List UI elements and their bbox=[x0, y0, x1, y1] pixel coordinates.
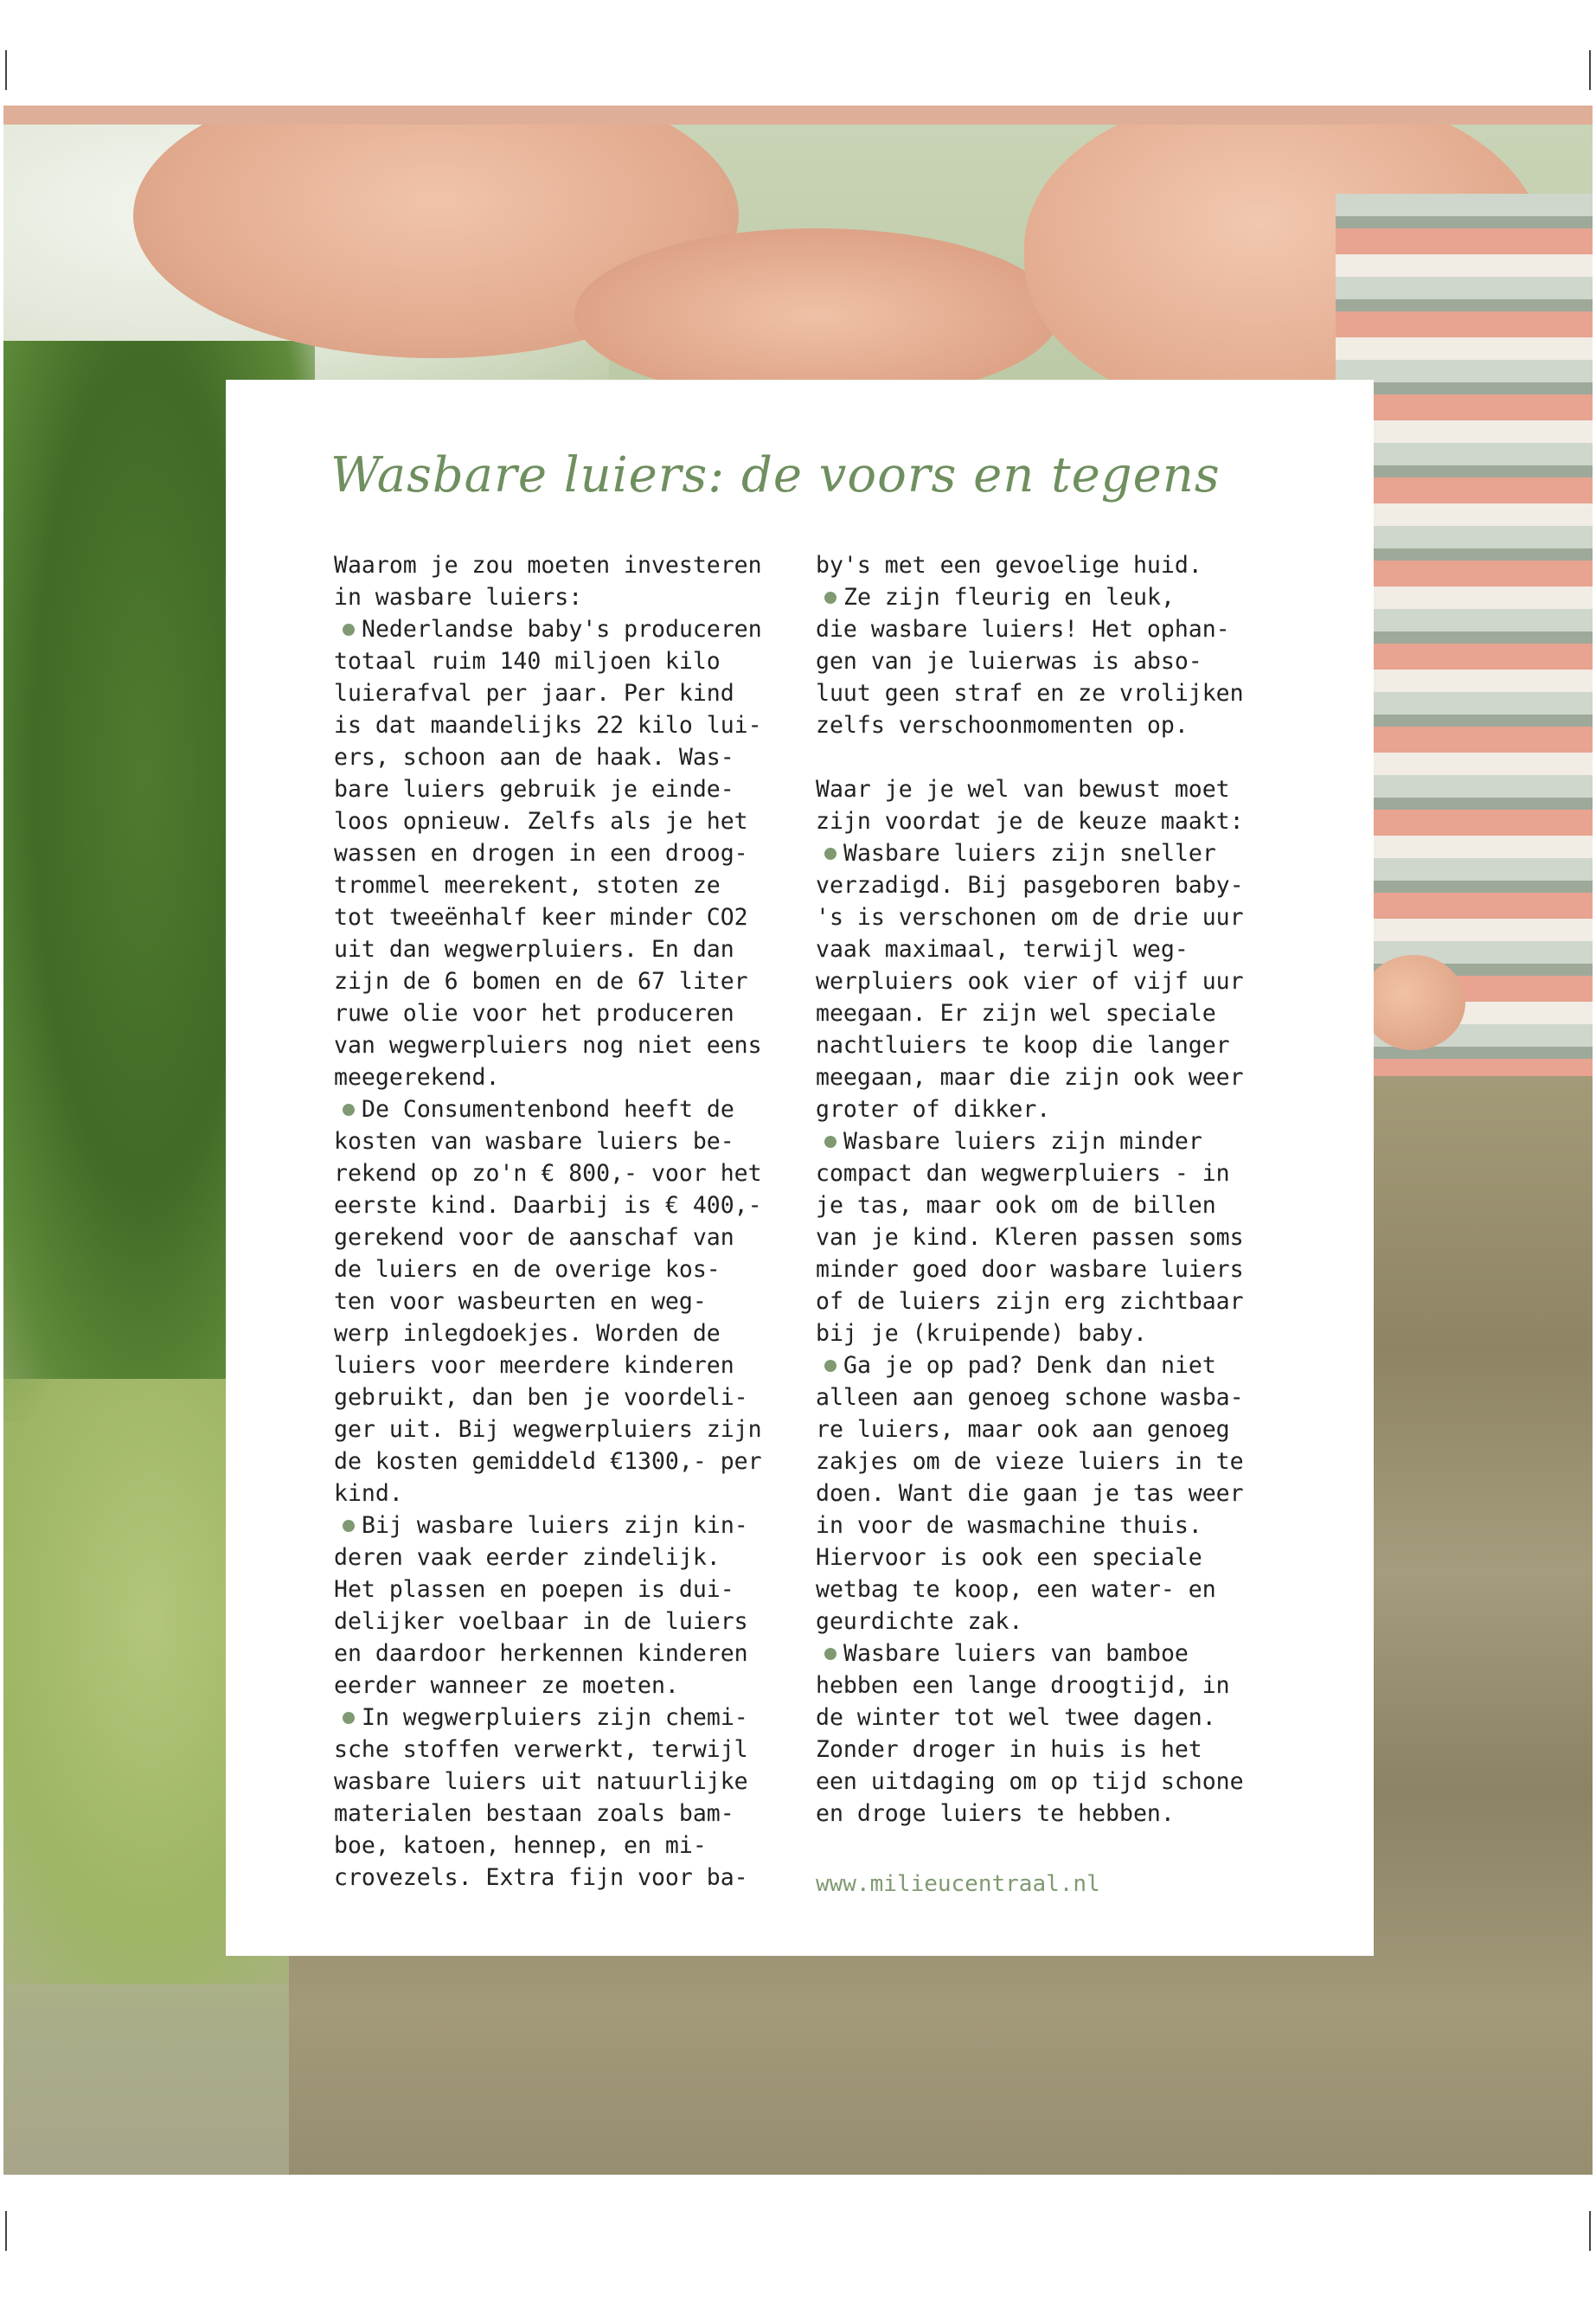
bullet-dot-icon bbox=[343, 624, 355, 636]
text-line-content: Hiervoor is ook een speciale bbox=[816, 1544, 1202, 1571]
text-line bbox=[816, 1734, 1283, 1766]
text-line-content: gen van je luierwas is abso- bbox=[816, 648, 1202, 675]
bullet-dot-icon bbox=[343, 1520, 355, 1532]
text-line bbox=[334, 613, 801, 645]
text-line-content: van je kind. Kleren passen soms bbox=[816, 1224, 1244, 1251]
text-line bbox=[816, 1093, 1283, 1125]
crop-mark-bottom-left bbox=[5, 2211, 7, 2251]
text-line bbox=[816, 1381, 1283, 1413]
text-line bbox=[816, 1574, 1283, 1606]
text-line bbox=[334, 1061, 801, 1093]
text-line bbox=[816, 837, 1283, 869]
text-line bbox=[816, 1253, 1283, 1285]
text-line bbox=[334, 1189, 801, 1221]
text-line bbox=[334, 1285, 801, 1317]
text-line-content: of de luiers zijn erg zichtbaar bbox=[816, 1288, 1244, 1315]
bullet-dot-icon bbox=[824, 592, 836, 604]
text-line bbox=[334, 1734, 801, 1766]
text-line bbox=[334, 1029, 801, 1061]
text-line bbox=[334, 1125, 801, 1157]
bullet-dot-icon bbox=[343, 1712, 355, 1724]
text-line-content: ger uit. Bij wegwerpluiers zijn bbox=[334, 1416, 762, 1443]
text-line-content: geurdichte zak. bbox=[816, 1608, 1023, 1635]
text-line bbox=[334, 1349, 801, 1381]
bullet-dot-icon bbox=[343, 1104, 355, 1116]
text-line-content: Ze zijn fleurig en leuk, bbox=[843, 584, 1175, 611]
text-line bbox=[334, 1317, 801, 1349]
text-line bbox=[816, 1638, 1283, 1670]
text-line bbox=[334, 1157, 801, 1189]
source-url[interactable]: www.milieucentraal.nl bbox=[816, 1871, 1100, 1897]
text-line bbox=[816, 1445, 1283, 1477]
text-line bbox=[816, 805, 1283, 837]
text-line-content: verzadigd. Bij pasgeboren baby- bbox=[816, 872, 1244, 899]
text-line bbox=[816, 869, 1283, 901]
text-line-content: Waar je je wel van bewust moet bbox=[816, 776, 1230, 803]
text-line bbox=[334, 1670, 801, 1702]
text-line-content: in wasbare luiers: bbox=[334, 584, 583, 611]
crop-mark-top-right bbox=[1589, 50, 1591, 90]
text-line bbox=[816, 965, 1283, 997]
text-line-content: meegerekend. bbox=[334, 1064, 500, 1091]
text-line bbox=[334, 773, 801, 805]
text-line bbox=[334, 869, 801, 901]
text-line-content: sche stoffen verwerkt, terwijl bbox=[334, 1736, 748, 1763]
text-line bbox=[334, 1574, 801, 1606]
text-line-content: de luiers en de overige kos- bbox=[334, 1256, 721, 1283]
text-line bbox=[816, 1702, 1283, 1734]
text-line bbox=[334, 709, 801, 741]
text-line-content: zijn de 6 bomen en de 67 liter bbox=[334, 968, 748, 995]
text-line bbox=[816, 1413, 1283, 1445]
top-color-band bbox=[3, 106, 1593, 125]
text-line-content: uit dan wegwerpluiers. En dan bbox=[334, 936, 734, 963]
text-line-content: Wasbare luiers zijn sneller bbox=[843, 840, 1216, 867]
text-line-content: minder goed door wasbare luiers bbox=[816, 1256, 1244, 1283]
text-line-content: en droge luiers te hebben. bbox=[816, 1800, 1175, 1827]
text-line-content: luiers voor meerdere kinderen bbox=[334, 1352, 734, 1379]
text-line bbox=[334, 1509, 801, 1541]
text-line-content: bij je (kruipende) baby. bbox=[816, 1320, 1147, 1347]
text-line bbox=[334, 1702, 801, 1734]
text-line-content: boe, katoen, hennep, en mi- bbox=[334, 1832, 707, 1859]
text-line-content: de kosten gemiddeld €1300,- per bbox=[334, 1448, 762, 1475]
bullet-dot-icon bbox=[824, 1136, 836, 1148]
text-line-content: en daardoor herkennen kinderen bbox=[334, 1640, 748, 1667]
text-line bbox=[334, 1221, 801, 1253]
text-line bbox=[816, 901, 1283, 933]
text-line bbox=[334, 965, 801, 997]
text-line-content: vaak maximaal, terwijl weg- bbox=[816, 936, 1189, 963]
text-line-content: eerste kind. Daarbij is € 400,- bbox=[334, 1192, 762, 1219]
text-line bbox=[816, 1509, 1283, 1541]
text-line-content: die wasbare luiers! Het ophan- bbox=[816, 616, 1230, 643]
text-line bbox=[816, 613, 1283, 645]
text-line bbox=[816, 581, 1283, 613]
text-line-content: wassen en drogen in een droog- bbox=[334, 840, 748, 867]
text-line-content: ers, schoon aan de haak. Was- bbox=[334, 744, 734, 771]
text-line bbox=[816, 1349, 1283, 1381]
article-left-column bbox=[334, 549, 801, 1894]
text-line-content: zakjes om de vieze luiers in te bbox=[816, 1448, 1244, 1475]
text-line bbox=[334, 1093, 801, 1125]
text-line bbox=[816, 1189, 1283, 1221]
text-line bbox=[816, 1061, 1283, 1093]
text-line bbox=[334, 997, 801, 1029]
text-line-content: Ga je op pad? Denk dan niet bbox=[843, 1352, 1216, 1379]
text-line bbox=[334, 1477, 801, 1509]
text-line bbox=[334, 1253, 801, 1285]
text-line bbox=[816, 1125, 1283, 1157]
text-line-content: rekend op zo'n € 800,- voor het bbox=[334, 1160, 762, 1187]
text-line-content: wasbare luiers uit natuurlijke bbox=[334, 1768, 748, 1795]
text-line-content: werpluiers ook vier of vijf uur bbox=[816, 968, 1244, 995]
text-line-content: je tas, maar ook om de billen bbox=[816, 1192, 1216, 1219]
photo-knit-sweater bbox=[1336, 194, 1593, 1102]
text-line-content: De Consumentenbond heeft de bbox=[362, 1096, 734, 1123]
text-line-content: trommel meerekent, stoten ze bbox=[334, 872, 721, 899]
text-line bbox=[816, 709, 1283, 741]
text-line bbox=[334, 1541, 801, 1574]
text-line bbox=[334, 1606, 801, 1638]
text-line-content: ten voor wasbeurten en weg- bbox=[334, 1288, 707, 1315]
text-line-content: totaal ruim 140 miljoen kilo bbox=[334, 648, 721, 675]
text-line-content: Wasbare luiers zijn minder bbox=[843, 1128, 1202, 1155]
text-line bbox=[816, 1157, 1283, 1189]
text-line-content: de winter tot wel twee dagen. bbox=[816, 1704, 1216, 1731]
text-line-content: Waarom je zou moeten investeren bbox=[334, 552, 762, 579]
photo-baby-foot bbox=[574, 228, 1059, 401]
text-line-content: groter of dikker. bbox=[816, 1096, 1051, 1123]
text-line bbox=[816, 933, 1283, 965]
text-line-content: 's is verschonen om de drie uur bbox=[816, 904, 1244, 931]
article-title: Wasbare luiers: de voors en tegens bbox=[330, 447, 1221, 503]
article-right-column bbox=[816, 549, 1283, 1830]
text-line-content: meegaan, maar die zijn ook weer bbox=[816, 1064, 1244, 1091]
text-line bbox=[816, 1285, 1283, 1317]
text-line bbox=[334, 1798, 801, 1830]
paragraph-gap bbox=[816, 741, 1283, 773]
text-line bbox=[816, 1606, 1283, 1638]
photo-baby-toes bbox=[1362, 955, 1465, 1050]
text-line-content: gerekend voor de aanschaf van bbox=[334, 1224, 734, 1251]
text-line-content: gebruikt, dan ben je voordeli- bbox=[334, 1384, 748, 1411]
text-line-content: in voor de wasmachine thuis. bbox=[816, 1512, 1202, 1539]
text-line-content: materialen bestaan zoals bam- bbox=[334, 1800, 734, 1827]
text-line-content: luut geen straf en ze vrolijken bbox=[816, 680, 1244, 707]
text-line bbox=[816, 773, 1283, 805]
text-line bbox=[334, 1830, 801, 1862]
text-line bbox=[334, 549, 801, 581]
text-line bbox=[816, 1477, 1283, 1509]
text-line bbox=[816, 1317, 1283, 1349]
text-line-content: meegaan. Er zijn wel speciale bbox=[816, 1000, 1216, 1027]
text-line-content: crovezels. Extra fijn voor ba- bbox=[334, 1864, 748, 1891]
text-line-content: hebben een lange droogtijd, in bbox=[816, 1672, 1230, 1699]
text-line bbox=[334, 805, 801, 837]
text-line bbox=[334, 901, 801, 933]
text-line bbox=[816, 645, 1283, 677]
text-line-content: by's met een gevoelige huid. bbox=[816, 552, 1202, 579]
text-line-content: doen. Want die gaan je tas weer bbox=[816, 1480, 1244, 1507]
text-line-content: zijn voordat je de keuze maakt: bbox=[816, 808, 1244, 835]
text-line-content: luierafval per jaar. Per kind bbox=[334, 680, 734, 707]
text-line-content: Wasbare luiers van bamboe bbox=[843, 1640, 1189, 1667]
text-line-content: zelfs verschoonmomenten op. bbox=[816, 712, 1189, 739]
text-line-content: een uitdaging om op tijd schone bbox=[816, 1768, 1244, 1795]
text-line bbox=[334, 1445, 801, 1477]
text-line bbox=[334, 837, 801, 869]
text-line bbox=[816, 997, 1283, 1029]
text-line-content: tot tweeënhalf keer minder CO2 bbox=[334, 904, 748, 931]
text-line-content: loos opnieuw. Zelfs als je het bbox=[334, 808, 748, 835]
text-line bbox=[334, 645, 801, 677]
text-line bbox=[816, 1798, 1283, 1830]
text-line-content: Bij wasbare luiers zijn kin- bbox=[362, 1512, 748, 1539]
text-line bbox=[334, 581, 801, 613]
text-line-content: eerder wanneer ze moeten. bbox=[334, 1672, 679, 1699]
text-line bbox=[334, 1381, 801, 1413]
text-line bbox=[816, 1670, 1283, 1702]
text-line-content: In wegwerpluiers zijn chemi- bbox=[362, 1704, 748, 1731]
text-line-content: werp inlegdoekjes. Worden de bbox=[334, 1320, 721, 1347]
bullet-dot-icon bbox=[824, 1648, 836, 1660]
text-line-content: alleen aan genoeg schone wasba- bbox=[816, 1384, 1244, 1411]
article-panel bbox=[226, 380, 1374, 1956]
text-line bbox=[816, 677, 1283, 709]
text-line bbox=[816, 1029, 1283, 1061]
text-line-content: Zonder droger in huis is het bbox=[816, 1736, 1202, 1763]
bullet-dot-icon bbox=[824, 848, 836, 860]
text-line-content: wetbag te koop, een water- en bbox=[816, 1576, 1216, 1603]
bullet-dot-icon bbox=[824, 1360, 836, 1372]
crop-mark-top-left bbox=[5, 50, 7, 90]
text-line-content: nachtluiers te koop die langer bbox=[816, 1032, 1230, 1059]
text-line-content: bare luiers gebruik je einde- bbox=[334, 776, 734, 803]
text-line bbox=[816, 549, 1283, 581]
text-line bbox=[816, 1221, 1283, 1253]
text-line-content: Nederlandse baby's produceren bbox=[362, 616, 762, 643]
text-line bbox=[334, 1638, 801, 1670]
text-line bbox=[334, 933, 801, 965]
text-line-content: kind. bbox=[334, 1480, 403, 1507]
text-line-content: is dat maandelijks 22 kilo lui- bbox=[334, 712, 762, 739]
text-line bbox=[334, 1862, 801, 1894]
crop-mark-bottom-right bbox=[1589, 2211, 1591, 2251]
text-line bbox=[334, 677, 801, 709]
text-line-content: van wegwerpluiers nog niet eens bbox=[334, 1032, 762, 1059]
text-line bbox=[816, 1541, 1283, 1574]
text-line-content: Het plassen en poepen is dui- bbox=[334, 1576, 734, 1603]
text-line-content: kosten van wasbare luiers be- bbox=[334, 1128, 734, 1155]
text-line-content: ruwe olie voor het produceren bbox=[334, 1000, 734, 1027]
text-line-content: compact dan wegwerpluiers - in bbox=[816, 1160, 1230, 1187]
text-line bbox=[334, 1413, 801, 1445]
text-line-content: re luiers, maar ook aan genoeg bbox=[816, 1416, 1230, 1443]
text-line-content: deren vaak eerder zindelijk. bbox=[334, 1544, 721, 1571]
text-line bbox=[334, 1766, 801, 1798]
text-line bbox=[334, 741, 801, 773]
text-line-content: delijker voelbaar in de luiers bbox=[334, 1608, 748, 1635]
text-line bbox=[816, 1766, 1283, 1798]
